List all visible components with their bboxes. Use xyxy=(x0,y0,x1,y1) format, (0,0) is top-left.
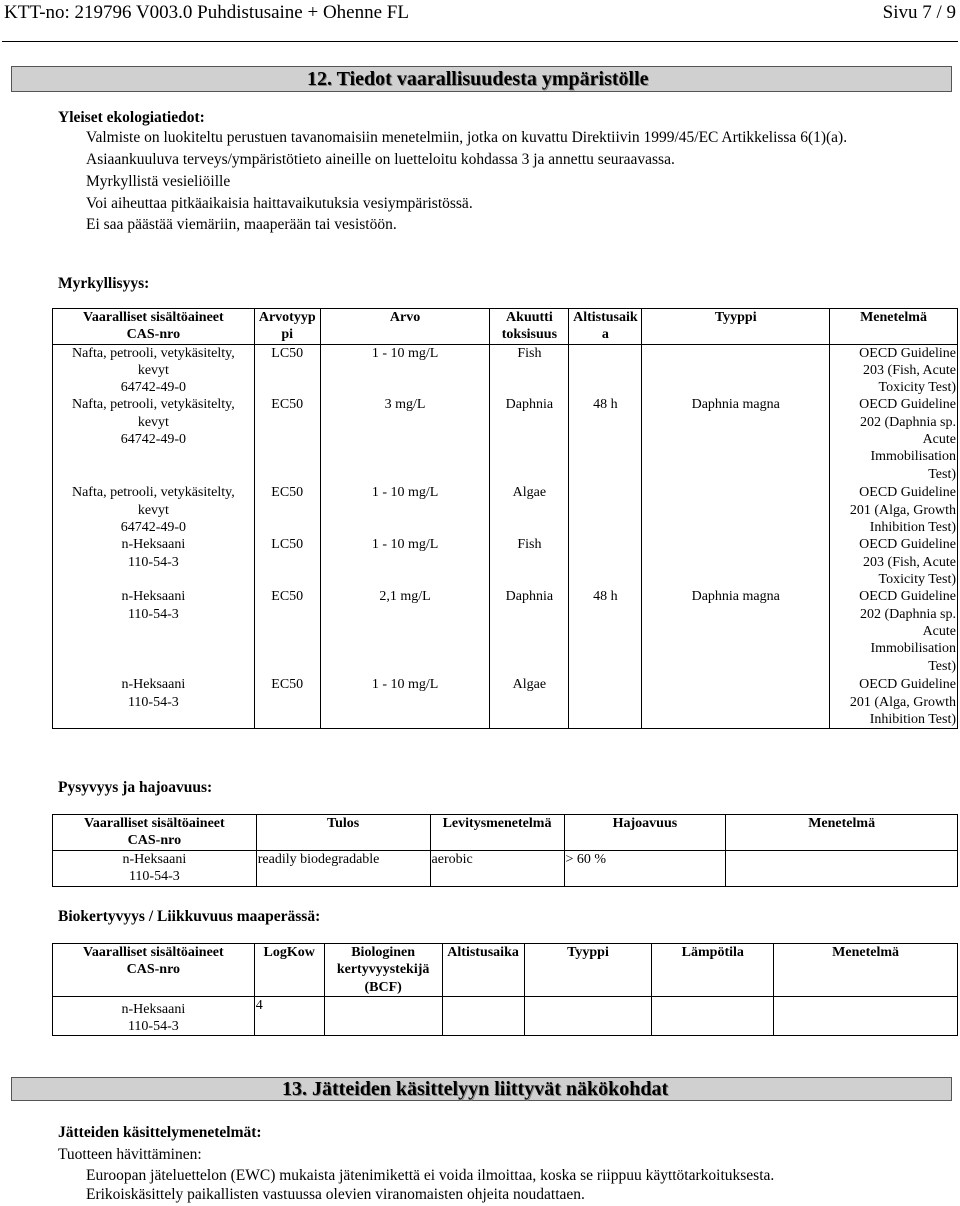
tox-cell: Algae xyxy=(490,484,569,536)
tox-cell: EC50 xyxy=(254,588,320,676)
tox-cell xyxy=(569,344,642,396)
tox-cell: EC50 xyxy=(254,484,320,536)
tox-cell xyxy=(642,344,830,396)
tox-cell: 48 h xyxy=(569,588,642,676)
tox-cell: Fish xyxy=(490,536,569,588)
table-row xyxy=(53,396,958,484)
tox-cell: Nafta, petrooli, vetykäsitelty, kevyt 64742-49-0 xyxy=(53,396,255,484)
tox-cell: Daphnia xyxy=(490,396,569,484)
general-line: Valmiste on luokiteltu perustuen tavanomaisiin menetelmiin, jotka on kuvattu Direktiivin 1999/45/EC Artikkelissa 6(1)(a). xyxy=(86,129,848,146)
bio-column-header: Biologinen kertyvyystekijä (BCF) xyxy=(324,944,442,997)
tox-cell: Nafta, petrooli, vetykäsitelty, kevyt 64742-49-0 xyxy=(53,484,255,536)
pers-cell: > 60 % xyxy=(564,850,726,886)
pers-cell: n-Heksaani 110-54-3 xyxy=(53,850,257,886)
page-header xyxy=(4,2,956,28)
tox-column-header: Akuutti toksisuus xyxy=(490,309,569,345)
bioaccumulation-heading: Biokertyvyys / Liikkuvuus maaperässä: xyxy=(58,908,321,925)
bio-cell xyxy=(774,996,958,1036)
table-row xyxy=(53,344,958,396)
table-row xyxy=(53,996,958,1036)
tox-cell: LC50 xyxy=(254,536,320,588)
tox-column-header: Tyyppi xyxy=(642,309,830,345)
table-row xyxy=(53,588,958,676)
section-12-title: 12. Tiedot vaarallisuudesta ympäristölle xyxy=(307,68,649,90)
bioaccumulation-table xyxy=(52,943,958,1036)
tox-cell: 1 - 10 mg/L xyxy=(320,536,490,588)
table-row xyxy=(53,484,958,536)
tox-cell: OECD Guideline 202 (Daphnia sp. Acute Immobilisation Test) xyxy=(830,396,958,484)
bio-column-header: LogKow xyxy=(254,944,324,997)
general-line: Asiaankuuluva terveys/ympäristötieto aineille on luetteloitu kohdassa 3 ja annettu seuraavassa. xyxy=(86,151,675,168)
disposal-line: Euroopan jäteluettelon (EWC) mukaista jätenimikettä ei voida ilmoittaa, koska se riippuu käyttötarkoituksesta. xyxy=(86,1167,775,1184)
table-row xyxy=(53,850,958,886)
bio-cell xyxy=(324,996,442,1036)
page-number: Sivu 7 / 9 xyxy=(882,2,956,23)
general-line: Ei saa päästää viemäriin, maaperään tai vesistöön. xyxy=(86,216,397,233)
tox-cell: OECD Guideline 203 (Fish, Acute Toxicity Test) xyxy=(830,344,958,396)
tox-cell: 2,1 mg/L xyxy=(320,588,490,676)
tox-cell: n-Heksaani 110-54-3 xyxy=(53,588,255,676)
table-row xyxy=(53,676,958,728)
bio-column-header: Menetelmä xyxy=(774,944,958,997)
pers-cell: aerobic xyxy=(430,850,564,886)
persistence-heading: Pysyvyys ja hajoavuus: xyxy=(58,779,213,796)
tox-column-header: Altistusaik a xyxy=(569,309,642,345)
document-id: KTT-no: 219796 V003.0 Puhdistusaine + Ohenne FL xyxy=(4,2,409,23)
tox-cell: 48 h xyxy=(569,396,642,484)
pers-column-header: Vaaralliset sisältöaineet CAS-nro xyxy=(53,815,257,851)
tox-cell: n-Heksaani 110-54-3 xyxy=(53,536,255,588)
pers-cell: readily biodegradable xyxy=(256,850,430,886)
toxicity-table xyxy=(52,308,958,729)
bio-cell xyxy=(524,996,652,1036)
waste-methods-heading: Jätteiden käsittelymenetelmät: xyxy=(58,1124,262,1141)
tox-cell: Nafta, petrooli, vetykäsitelty, kevyt 64742-49-0 xyxy=(53,344,255,396)
tox-cell: 3 mg/L xyxy=(320,396,490,484)
tox-cell xyxy=(642,676,830,728)
bio-cell: n-Heksaani 110-54-3 xyxy=(53,996,255,1036)
tox-cell: OECD Guideline 201 (Alga, Growth Inhibition Test) xyxy=(830,676,958,728)
tox-cell: Fish xyxy=(490,344,569,396)
section-13-bar xyxy=(11,1077,952,1101)
pers-column-header: Levitysmenetelmä xyxy=(430,815,564,851)
tox-cell: EC50 xyxy=(254,676,320,728)
disposal-line: Erikoiskäsittely paikallisten vastuussa olevien viranomaisten ohjeita noudattaen. xyxy=(86,1186,585,1203)
tox-cell xyxy=(642,536,830,588)
bio-column-header: Lämpötila xyxy=(652,944,774,997)
tox-cell: LC50 xyxy=(254,344,320,396)
tox-cell: Daphnia magna xyxy=(642,396,830,484)
tox-cell: 1 - 10 mg/L xyxy=(320,676,490,728)
tox-cell: Algae xyxy=(490,676,569,728)
section-12-bar xyxy=(11,66,952,92)
general-ecology-heading: Yleiset ekologiatiedot: xyxy=(58,109,205,126)
pers-column-header: Hajoavuus xyxy=(564,815,726,851)
table-row xyxy=(53,536,958,588)
tox-cell xyxy=(569,676,642,728)
tox-cell: 1 - 10 mg/L xyxy=(320,344,490,396)
general-line: Myrkyllistä vesieliöille xyxy=(86,173,231,190)
tox-column-header: Vaaralliset sisältöaineet CAS-nro xyxy=(53,309,255,345)
tox-cell xyxy=(569,484,642,536)
persistence-table xyxy=(52,814,958,887)
tox-column-header: Arvotyyp pi xyxy=(254,309,320,345)
tox-column-header: Arvo xyxy=(320,309,490,345)
general-line: Voi aiheuttaa pitkäaikaisia haittavaikutuksia vesiympäristössä. xyxy=(86,195,473,212)
bio-cell xyxy=(652,996,774,1036)
pers-cell xyxy=(726,850,958,886)
tox-cell: Daphnia magna xyxy=(642,588,830,676)
bio-cell xyxy=(442,996,524,1036)
tox-cell: EC50 xyxy=(254,396,320,484)
tox-cell xyxy=(642,484,830,536)
tox-cell xyxy=(569,536,642,588)
section-13-title: 13. Jätteiden käsittelyyn liittyvät näkökohdat xyxy=(282,1078,669,1100)
toxicity-heading: Myrkyllisyys: xyxy=(58,275,150,292)
pers-column-header: Tulos xyxy=(256,815,430,851)
tox-cell: Daphnia xyxy=(490,588,569,676)
bio-column-header: Altistusaika xyxy=(442,944,524,997)
tox-cell: OECD Guideline 202 (Daphnia sp. Acute Immobilisation Test) xyxy=(830,588,958,676)
tox-column-header: Menetelmä xyxy=(830,309,958,345)
pers-column-header: Menetelmä xyxy=(726,815,958,851)
header-divider xyxy=(2,41,958,42)
tox-cell: 1 - 10 mg/L xyxy=(320,484,490,536)
product-disposal-label: Tuotteen hävittäminen: xyxy=(58,1146,202,1163)
bio-column-header: Vaaralliset sisältöaineet CAS-nro xyxy=(53,944,255,997)
tox-cell: OECD Guideline 201 (Alga, Growth Inhibition Test) xyxy=(830,484,958,536)
tox-cell: n-Heksaani 110-54-3 xyxy=(53,676,255,728)
bio-column-header: Tyyppi xyxy=(524,944,652,997)
tox-cell: OECD Guideline 203 (Fish, Acute Toxicity Test) xyxy=(830,536,958,588)
bio-cell: 4 xyxy=(254,996,324,1036)
